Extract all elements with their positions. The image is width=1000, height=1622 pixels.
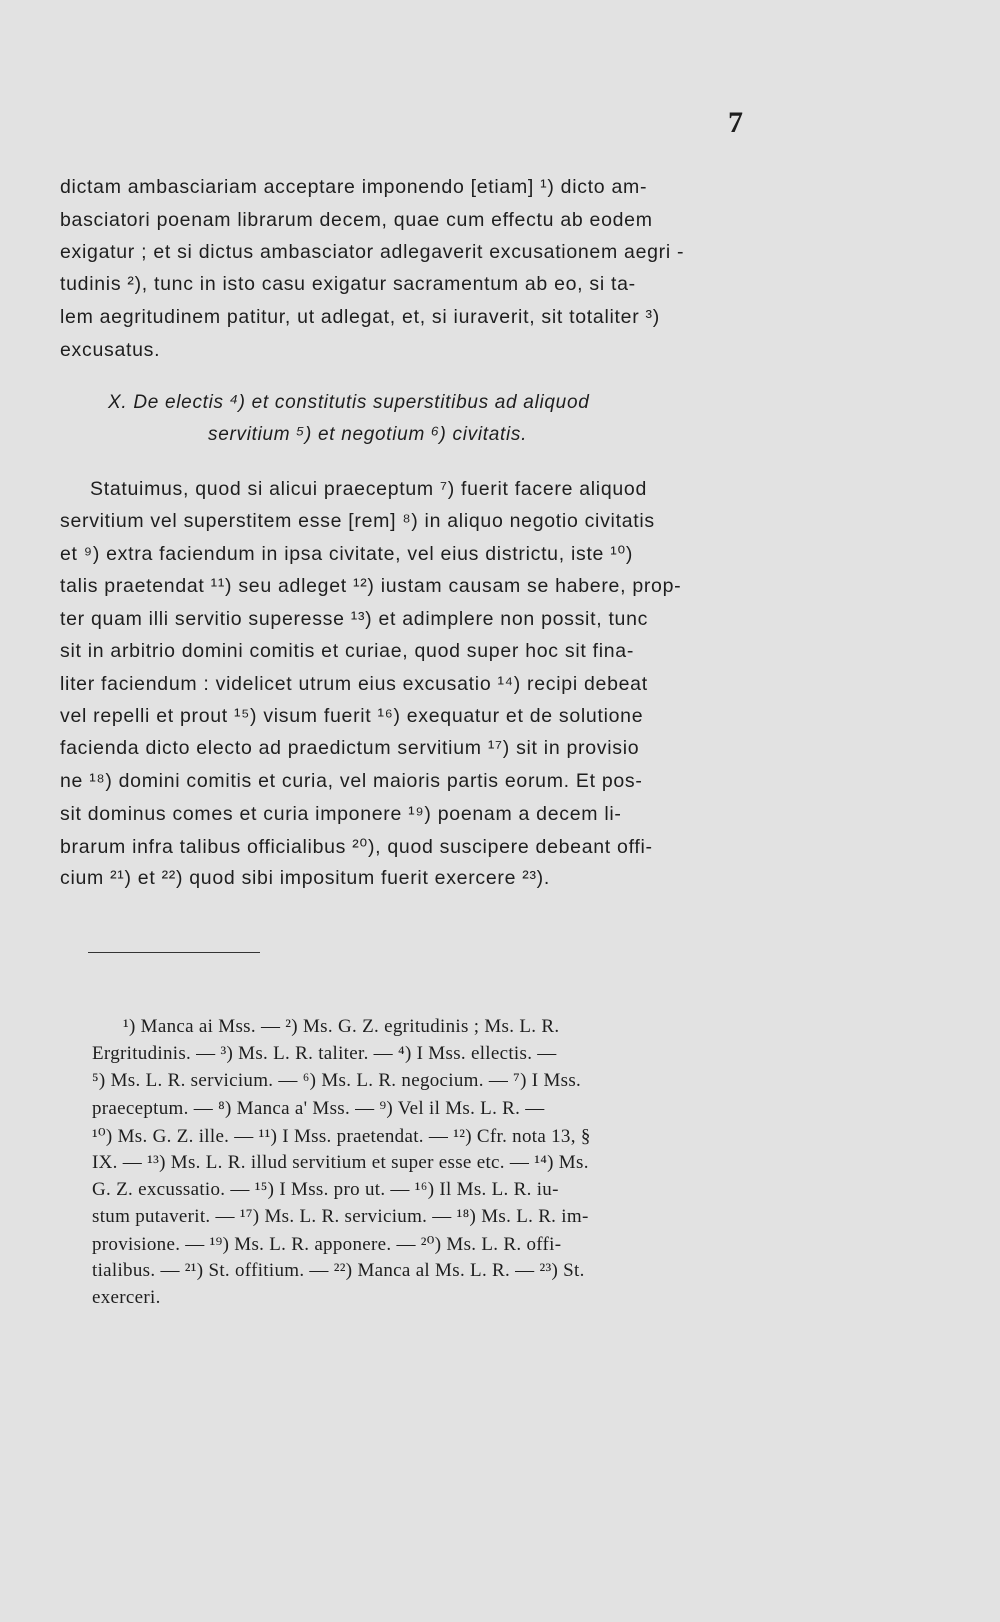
footnote-line: IX. — ¹³) Ms. L. R. illud servitium et super esse etc. — ¹⁴) Ms. <box>92 1152 589 1173</box>
body-line: sit dominus comes et curia imponere ¹⁹) poenam a decem li- <box>60 803 622 825</box>
body-line: vel repelli et prout ¹⁵) visum fuerit ¹⁶) exequatur et de solutione <box>60 705 644 727</box>
body-line: tudinis ²), tunc in isto casu exigatur sacramentum ab eo, si ta- <box>60 273 636 295</box>
body-line: excusatus. <box>60 339 161 361</box>
footnote-line: ⁵) Ms. L. R. servicium. — ⁶) Ms. L. R. negocium. — ⁷) I Mss. <box>92 1070 582 1091</box>
body-line: exigatur ; et si dictus ambasciator adlegaverit excusationem aegri - <box>60 241 685 263</box>
body-line: dictam ambasciariam acceptare imponendo [etiam] ¹) dicto am- <box>60 176 648 198</box>
page-number: 7 <box>728 106 743 139</box>
section-heading-line: X. De electis ⁴) et constitutis superstitibus ad aliquod <box>108 392 590 413</box>
footnote-separator <box>88 952 260 953</box>
body-line: Statuimus, quod si alicui praeceptum ⁷) fuerit facere aliquod <box>90 478 648 500</box>
body-line: brarum infra talibus officialibus ²⁰), quod suscipere debeant offi- <box>60 836 653 858</box>
footnote-line: tialibus. — ²¹) St. offitium. — ²²) Manca al Ms. L. R. — ²³) St. <box>92 1260 585 1281</box>
body-line: lem aegritudinem patitur, ut adlegat, et, si iuraverit, sit totaliter ³) <box>60 306 660 328</box>
body-line: sit in arbitrio domini comitis et curiae, quod super hoc sit fina- <box>60 640 635 662</box>
footnote-line: praeceptum. — ⁸) Manca a' Mss. — ⁹) Vel il Ms. L. R. — <box>92 1098 545 1119</box>
body-line: ne ¹⁸) domini comitis et curia, vel maioris partis eorum. Et pos- <box>60 770 643 792</box>
body-line: facienda dicto electo ad praedictum servitium ¹⁷) sit in provisio <box>60 737 640 759</box>
footnote-line: provisione. — ¹⁹) Ms. L. R. apponere. — ²⁰) Ms. L. R. offi- <box>92 1234 562 1255</box>
footnote-line: stum putaverit. — ¹⁷) Ms. L. R. servicium. — ¹⁸) Ms. L. R. im- <box>92 1206 589 1227</box>
body-line: ter quam illi servitio superesse ¹³) et adimplere non possit, tunc <box>60 608 649 630</box>
footnote-line: exerceri. <box>92 1287 161 1308</box>
footnote-line: Ergritudinis. — ³) Ms. L. R. taliter. — ⁴) I Mss. ellectis. — <box>92 1043 557 1064</box>
section-heading-line: servitium ⁵) et negotium ⁶) civitatis. <box>208 424 528 445</box>
body-line: liter faciendum : videlicet utrum eius excusatio ¹⁴) recipi debeat <box>60 673 648 695</box>
body-line: et ⁹) extra faciendum in ipsa civitate, vel eius districtu, iste ¹⁰) <box>60 543 634 565</box>
body-line: talis praetendat ¹¹) seu adleget ¹²) iustam causam se habere, prop- <box>60 575 682 597</box>
footnote-line: ¹⁰) Ms. G. Z. ille. — ¹¹) I Mss. praetendat. — ¹²) Cfr. nota 13, § <box>92 1126 591 1147</box>
footnote-line: ¹) Manca ai Mss. — ²) Ms. G. Z. egritudinis ; Ms. L. R. <box>123 1016 560 1037</box>
footnote-line: G. Z. excussatio. — ¹⁵) I Mss. pro ut. — ¹⁶) Il Ms. L. R. iu- <box>92 1179 559 1200</box>
body-line: servitium vel superstitem esse [rem] ⁸) in aliquo negotio civitatis <box>60 510 655 532</box>
body-line: cium ²¹) et ²²) quod sibi impositum fuerit exercere ²³). <box>60 867 550 889</box>
body-line: basciatori poenam librarum decem, quae cum effectu ab eodem <box>60 209 653 231</box>
